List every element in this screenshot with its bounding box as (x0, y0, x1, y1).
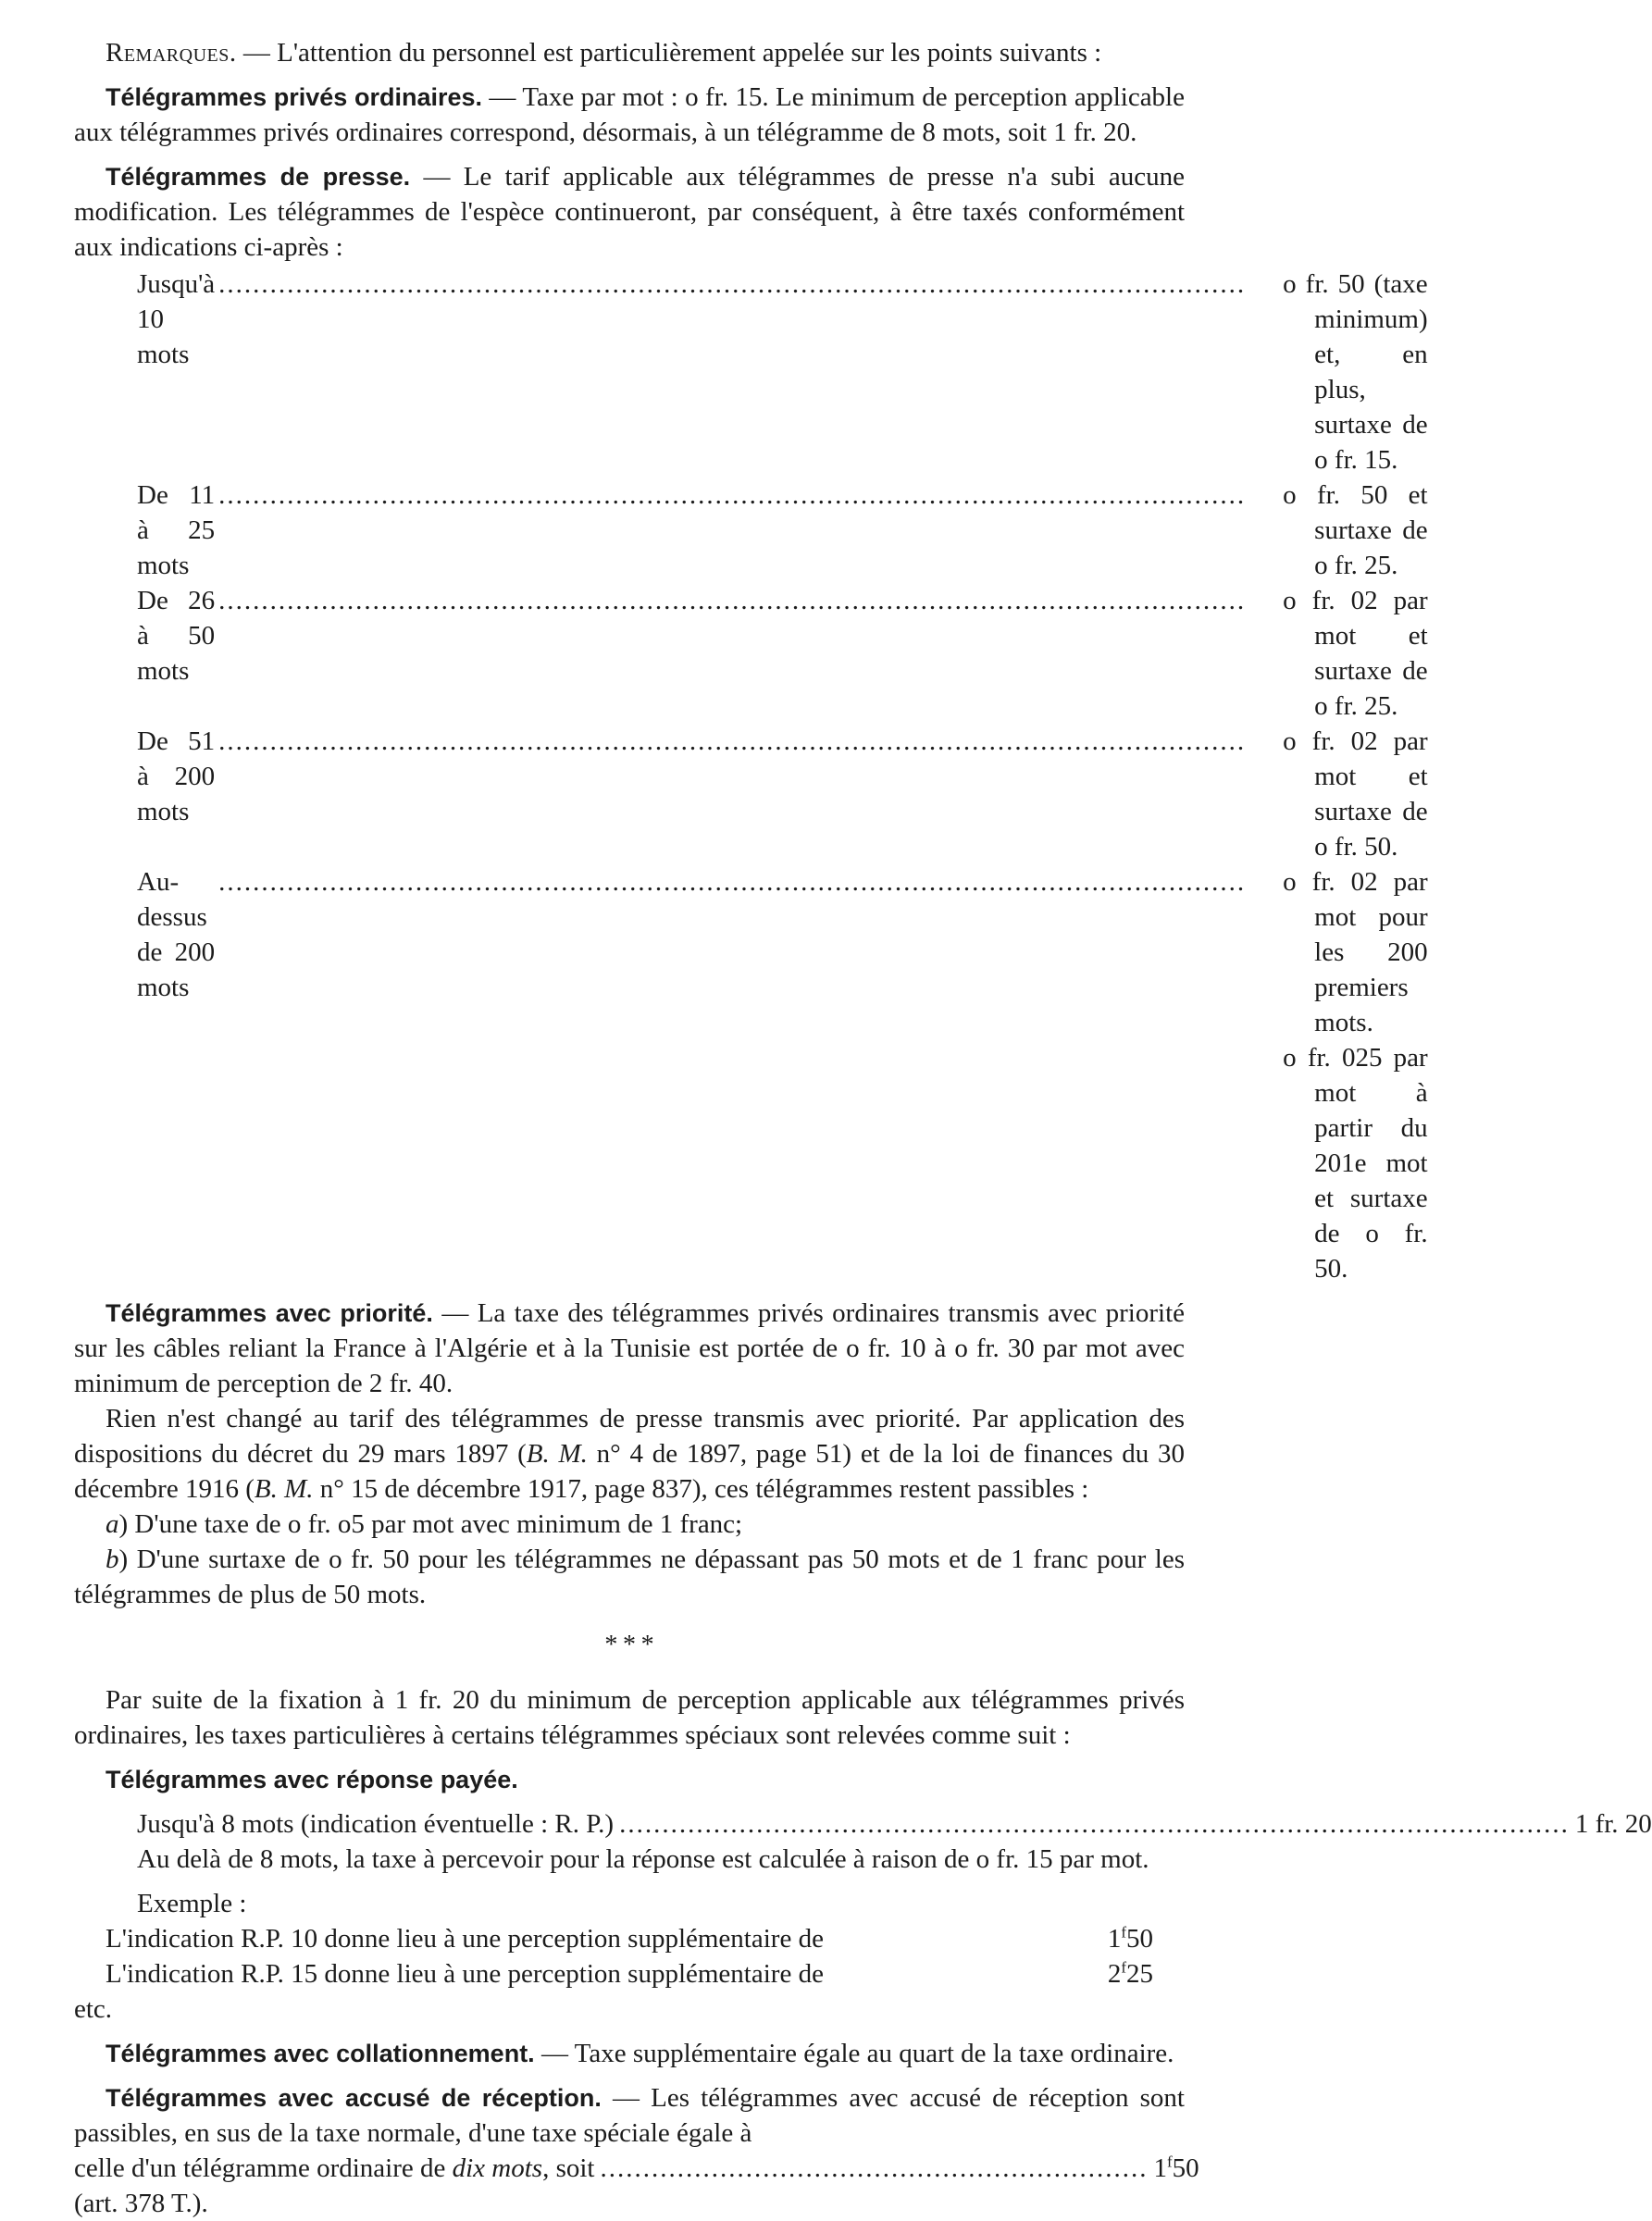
rate-row (137, 864, 1428, 1286)
exemple-text: L'indication R.P. 10 donne lieu à une perception supplémentaire de (106, 1924, 824, 1954)
amount-centimes: 50 (1126, 1924, 1153, 1954)
exemple-line-1 (106, 1921, 1153, 1956)
priorite-paragraph (74, 1296, 1185, 1401)
amount-centimes: 50 (1172, 2153, 1199, 2183)
leader-dots (218, 583, 1246, 618)
leader-dots (601, 2151, 1149, 2186)
remarques-label: Remarques. (106, 38, 237, 68)
rate-row (137, 478, 1428, 583)
remarques-text: — L'attention du personnel est particulièrement appelée sur les points suivants : (236, 38, 1102, 68)
reponse-rate-text: Jusqu'à 8 mots (indication éventuelle : R. P.) (137, 1809, 615, 1839)
bulletin-reference: B. M. (254, 1474, 314, 1504)
leader-dots (218, 267, 1246, 302)
accuse-text-part: celle d'un télégramme ordinaire de (74, 2153, 453, 2183)
rate-row (137, 583, 1428, 724)
leader-dots (218, 724, 1246, 759)
amount-francs: 2 (1107, 1959, 1122, 1989)
prives-heading: Télégrammes privés ordinaires. (106, 83, 483, 111)
article-reference: (art. 378 T.). (74, 2189, 208, 2218)
exemple-amount (1014, 1921, 1153, 1956)
item-label: a (106, 1509, 119, 1539)
leader-dots (218, 864, 1246, 900)
exemple-text: L'indication R.P. 15 donne lieu à une perception supplémentaire de (106, 1959, 824, 1989)
rate-range: De 51 à 200 mots (137, 726, 216, 826)
accuse-line-text (74, 2151, 595, 2186)
bulletin-reference: B. M. (526, 1439, 588, 1469)
priorite-item-a (74, 1507, 1185, 1542)
priorite-text-part: Rien n'est changé au tarif des télégrammes de presse transmis avec priorité. Par application des dispositions du décret du 29 mars 1897 ( (74, 1404, 1185, 1469)
reponse-rate-amount: 1 fr. 20 (1574, 1809, 1652, 1839)
priorite-text-part: n° 15 de décembre 1917, page 837), ces télégrammes restent passibles : (313, 1474, 1089, 1504)
priorite-heading: Télégrammes avec priorité. (106, 1299, 433, 1327)
accuse-text-part: , soit (542, 2153, 595, 2183)
exemple-amount (1014, 1956, 1153, 1991)
reponse-rate-line (137, 1806, 1652, 1842)
accuse-emphasis: dix mots (452, 2153, 543, 2183)
rate-tax: o fr. 50 et surtaxe de o fr. 25. (1283, 480, 1428, 580)
item-label: b (106, 1545, 119, 1574)
amount-centimes: 25 (1126, 1959, 1153, 1989)
priorite-text-part: n° 4 de 1897, page 51) et de la loi de finances du 30 décembre 1916 ( (74, 1439, 1185, 1504)
document-page (74, 35, 1652, 2221)
section-separator: * * * (604, 1631, 654, 1659)
etc-line: etc. (74, 1994, 113, 2024)
accuse-text: — Les télégrammes avec accusé de réception sont passibles, en sus de la taxe normale, d'une taxe spéciale égale à (74, 2083, 1185, 2148)
collationnement-heading: Télégrammes avec collationnement. (106, 2040, 535, 2067)
priorite-paragraph-2 (74, 1401, 1185, 1507)
rate-tax: o fr. 50 (taxe minimum) et, en plus, surtaxe de o fr. 15. (1283, 269, 1428, 475)
rate-tax-continued: o fr. 025 par mot à partir du 201e mot et surtaxe de o fr. 50. (1283, 1043, 1428, 1284)
accuse-heading: Télégrammes avec accusé de réception. (106, 2084, 602, 2112)
amount-unit: f (1121, 1958, 1126, 1977)
collationnement-paragraph (74, 2036, 1185, 2071)
accuse-amount (1154, 2151, 1199, 2186)
rate-range: Jusqu'à 10 mots (137, 269, 216, 369)
exemple-label: Exemple : (137, 1889, 247, 1918)
presse-heading: Télégrammes de presse. (106, 163, 411, 191)
accuse-amount-line (74, 2151, 1199, 2186)
rate-range: De 11 à 25 mots (137, 480, 216, 580)
reponse-extra-line: Au delà de 8 mots, la taxe à percevoir pour la réponse est calculée à raison de o fr. 15 par mot. (137, 1844, 1149, 1874)
rate-range: De 26 à 50 mots (137, 586, 216, 686)
reponse-heading: Télégrammes avec réponse payée. (106, 1766, 518, 1793)
priorite-text: — La taxe des télégrammes privés ordinaires transmis avec priorité sur les câbles reliant la France à l'Algérie et à la Tunisie est portée de o fr. 10 à o fr. 30 par mot avec minimum de perception de 2 fr. 40. (74, 1298, 1186, 1398)
prives-paragraph (74, 80, 1185, 150)
amount-francs: 1 (1107, 1924, 1122, 1954)
rate-tax: o fr. 02 par mot et surtaxe de o fr. 50. (1283, 726, 1428, 862)
rate-tax: o fr. 02 par mot et surtaxe de o fr. 25. (1283, 586, 1428, 721)
accuse-paragraph (74, 2080, 1185, 2151)
suite-paragraph: Par suite de la fixation à 1 fr. 20 du minimum de perception applicable aux télégrammes privés ordinaires, les taxes particulières à certains télégrammes spéciaux sont relevées comme suit : (74, 1685, 1185, 1750)
presse-text: — Le tarif applicable aux télégrammes de presse n'a subi aucune modification. Les télégrammes de l'espèce continueront, par conséquent, à être taxés conformément aux indications ci-après : (74, 162, 1185, 262)
rate-tax: o fr. 02 par mot pour les 200 premiers mots. (1283, 867, 1428, 1037)
rate-row (137, 724, 1428, 864)
presse-paragraph (74, 159, 1185, 265)
leader-dots (218, 478, 1246, 513)
amount-unit: f (1121, 1923, 1126, 1942)
rate-range: Au-dessus de 200 mots (137, 867, 216, 1002)
remarques-paragraph (74, 35, 1185, 70)
leader-dots (619, 1806, 1570, 1842)
item-text: ) D'une surtaxe de o fr. 50 pour les télégrammes ne dépassant pas 50 mots et de 1 franc pour les télégrammes de plus de 50 mots. (74, 1545, 1185, 1609)
rate-row (137, 267, 1428, 478)
presse-rates-table (137, 267, 1428, 1286)
priorite-item-b (74, 1542, 1185, 1612)
amount-unit: f (1167, 2153, 1173, 2171)
collationnement-text: — Taxe supplémentaire égale au quart de la taxe ordinaire. (534, 2039, 1174, 2068)
amount-francs: 1 (1153, 2153, 1167, 2183)
item-text: ) D'une taxe de o fr. o5 par mot avec minimum de 1 franc; (118, 1509, 743, 1539)
reponse-heading-line (74, 1762, 1185, 1797)
exemple-line-2 (106, 1956, 1153, 1991)
prives-text: — Taxe par mot : o fr. 15. Le minimum de perception applicable aux télégrammes privés ordinaires correspond, désormais, à un télégramme de 8 mots, soit 1 fr. 20. (74, 82, 1185, 147)
